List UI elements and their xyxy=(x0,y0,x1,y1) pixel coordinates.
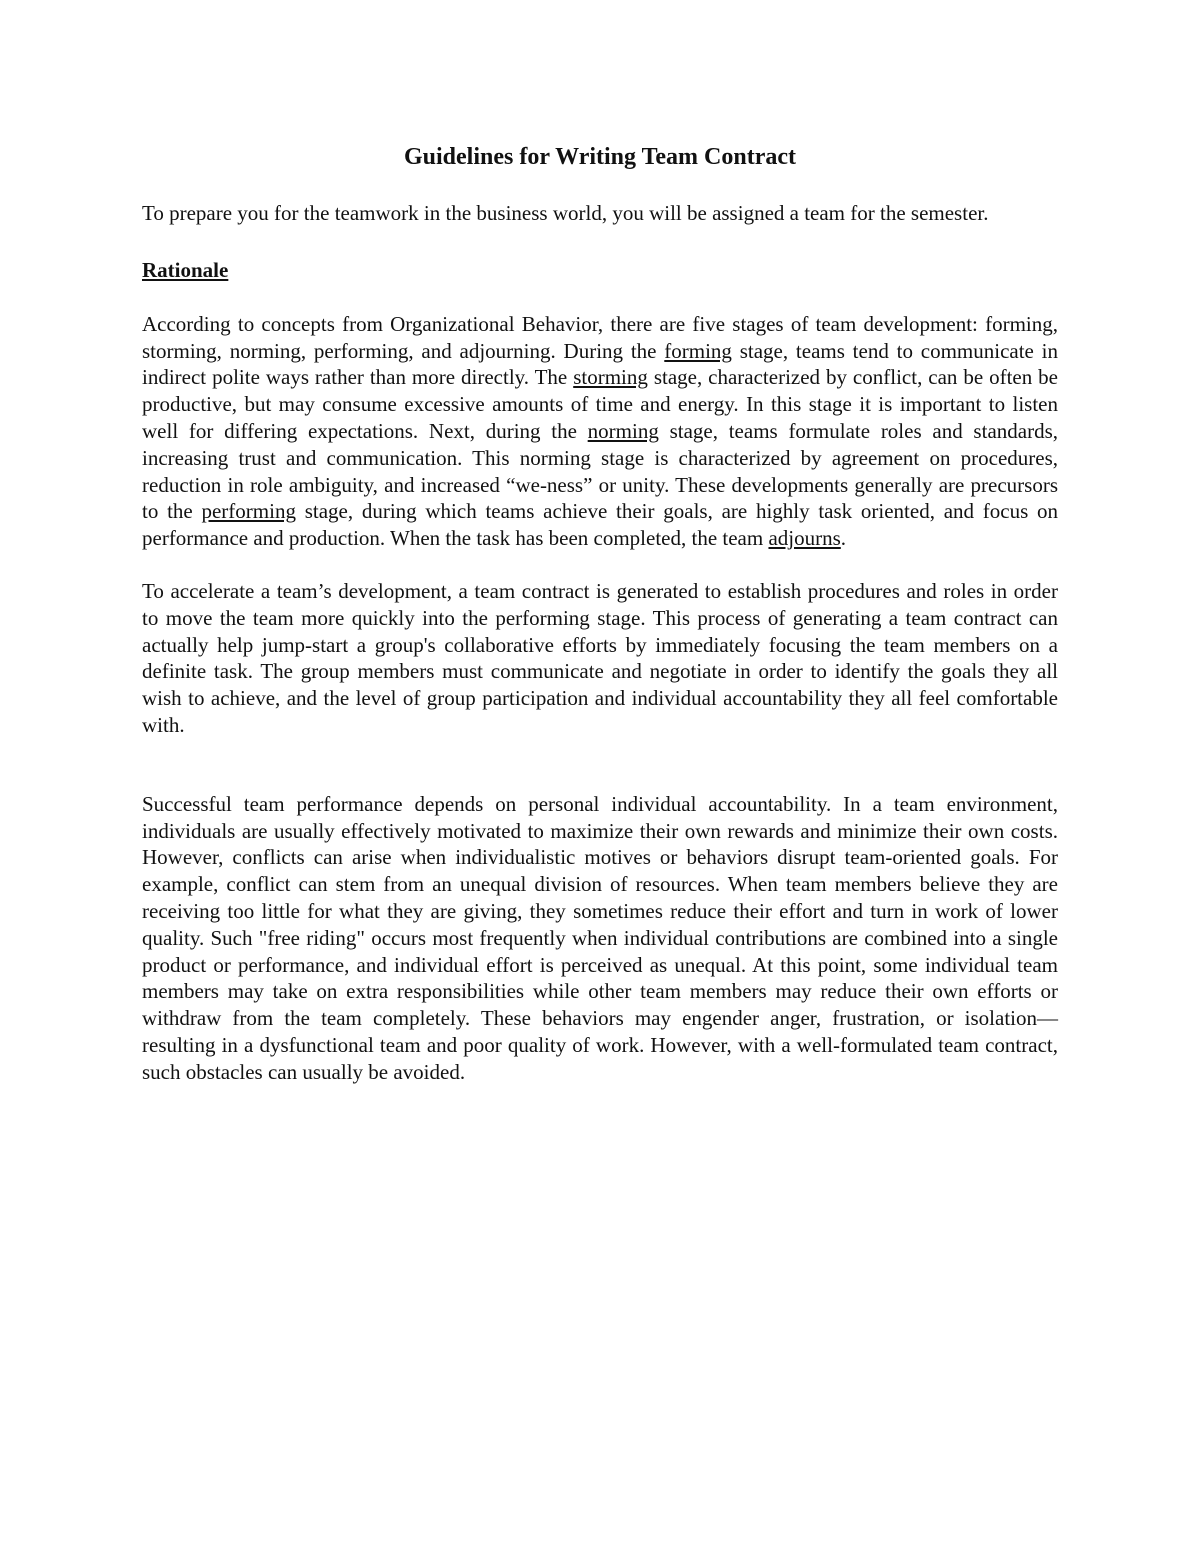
term-norming: norming xyxy=(587,418,659,443)
document-title: Guidelines for Writing Team Contract xyxy=(403,144,796,170)
paragraph-text: stage, during which teams achieve their goals, are highly task oriented, and focus on performance and production. When the task has been completed, the team xyxy=(142,499,1058,551)
section-heading-rationale: Rationale xyxy=(142,257,229,282)
paragraph-text: According to concepts from Organizational Behavior, there are five stages of team development: forming, storming, norming, performing, and adjourning. During the xyxy=(142,311,1058,363)
paragraph-team-contract: To accelerate a team’s development, a team contract is generated to establish procedures and roles in order to move the team more quickly into the performing stage. This process of generating a team contract can actually help jump-start a group's collaborative efforts by immediately focusing the team members on a definite task. The group members must communicate and negotiate in order to identify the goals they all wish to achieve, and the level of group participation and individual accountability they all feel comfortable with. xyxy=(142,578,1058,737)
intro-paragraph: To prepare you for the teamwork in the business world, you will be assigned a team for the semester. xyxy=(142,201,989,225)
term-performing: performing xyxy=(201,499,296,524)
document-page xyxy=(142,142,1058,1086)
paragraph-accountability: Successful team performance depends on personal individual accountability. In a team environment, individuals are usually effectively motivated to maximize their own rewards and minimize their own costs. However, conflicts can arise when individualistic motives or behaviors disrupt team-oriented goals. For example, conflict can stem from an unequal division of resources. When team members believe they are receiving too little for what they are giving, they sometimes reduce their effort and turn in work of lower quality. Such "free riding" occurs most frequently when individual contributions are combined into a single product or performance, and individual effort is perceived as unequal. At this point, some individual team members may take on extra responsibilities while other team members may reduce their own efforts or withdraw from the team completely. These behaviors may engender anger, frustration, or isolation—resulting in a dysfunctional team and poor quality of work. However, with a well-formulated team contract, such obstacles can usually be avoided. xyxy=(142,791,1058,1084)
paragraph-text: stage, characterized by conflict, can be often be productive, but may consume excessive amounts of time and energy. In this stage it is important to listen well for differing expectations. Next, during the xyxy=(142,365,1059,443)
paragraph-text: stage, teams tend to communicate in indirect polite ways rather than more directly. The xyxy=(142,338,1058,390)
paragraph-stages xyxy=(142,311,1058,552)
term-adjourns: adjourns xyxy=(768,526,841,551)
term-forming: forming xyxy=(664,338,732,363)
paragraph-text: . xyxy=(840,526,847,551)
term-storming: storming xyxy=(573,365,648,390)
paragraph-text: stage, teams formulate roles and standards, increasing trust and communication. This norming stage is characterized by agreement on procedures, reduction in role ambiguity, and increased “we-ness” or unity. These developments generally are precursors to the xyxy=(142,418,1058,524)
